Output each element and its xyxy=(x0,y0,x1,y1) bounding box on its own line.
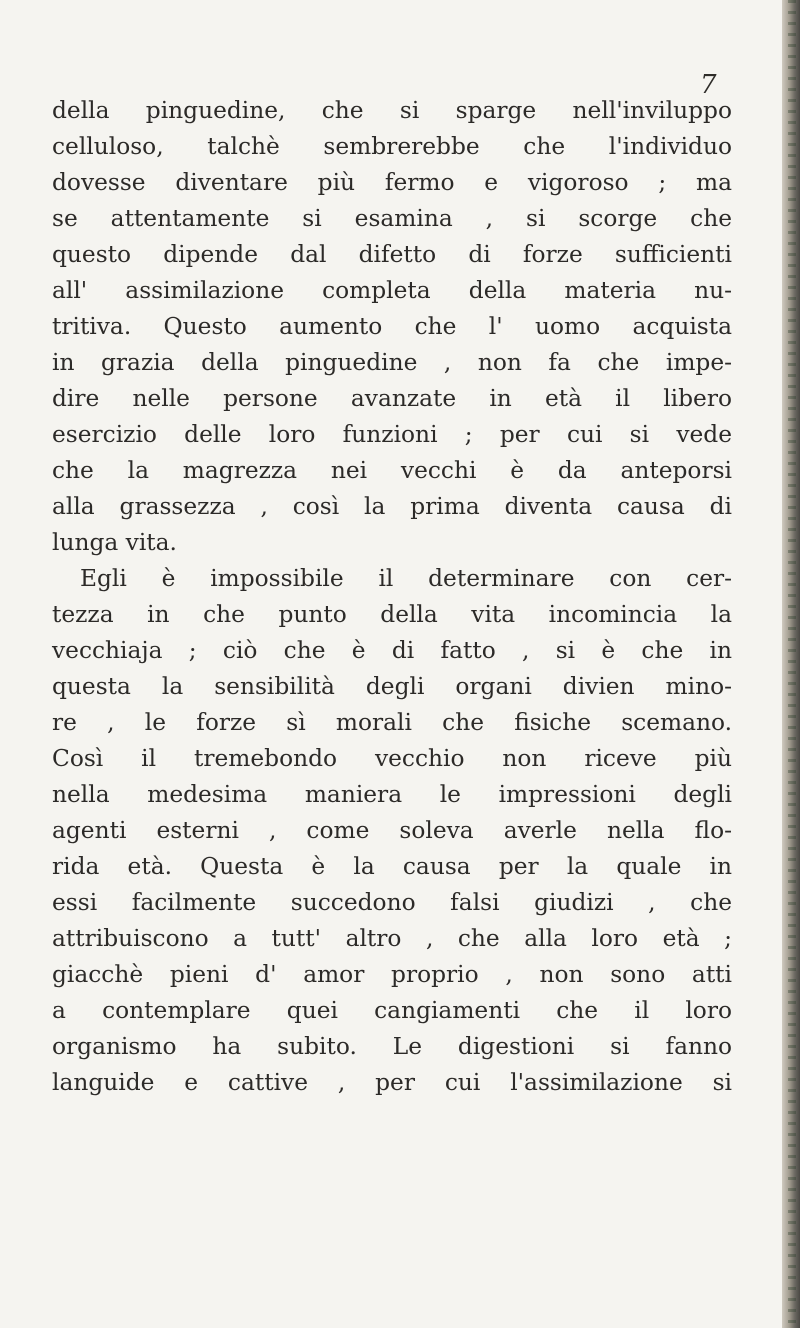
text-line: languide e cattive , per cui l'assimilazione si xyxy=(52,1069,732,1096)
text-line: tritiva. Questo aumento che l' uomo acquista xyxy=(52,313,732,340)
text-line: esercizio delle loro funzioni ; per cui si vede xyxy=(52,421,732,448)
text-line: organismo ha subito. Le digestioni si fanno xyxy=(52,1033,732,1060)
text-line: se attentamente si esamina , si scorge che xyxy=(52,205,732,232)
text-line: Così il tremebondo vecchio non riceve più xyxy=(52,745,732,772)
text-line: essi facilmente succedono falsi giudizi , che xyxy=(52,889,732,916)
text-line: che la magrezza nei vecchi è da anteporsi xyxy=(52,457,732,484)
text-line: celluloso, talchè sembrerebbe che l'individuo xyxy=(52,133,732,160)
text-line: agenti esterni , come soleva averle nella flo- xyxy=(52,817,732,844)
text-line: della pinguedine, che si sparge nell'inviluppo xyxy=(52,97,732,124)
text-line: questa la sensibilità degli organi divien mino- xyxy=(52,673,732,700)
text-line: dovesse diventare più fermo e vigoroso ; ma xyxy=(52,169,732,196)
text-line: rida età. Questa è la causa per la quale in xyxy=(52,853,732,880)
text-line: questo dipende dal difetto di forze sufficienti xyxy=(52,241,732,268)
text-line: in grazia della pinguedine , non fa che impe- xyxy=(52,349,732,376)
text-line: nella medesima maniera le impressioni degli xyxy=(52,781,732,808)
body-text xyxy=(52,93,732,1101)
page-number: 7 xyxy=(700,70,717,100)
binding-stitch-marks xyxy=(788,0,796,1328)
paragraph-start-line: Egli è impossibile il determinare con cer- xyxy=(80,565,732,592)
text-line: attribuiscono a tutt' altro , che alla loro età ; xyxy=(52,925,732,952)
text-line: dire nelle persone avanzate in età il libero xyxy=(52,385,732,412)
text-line: all' assimilazione completa della materia nu- xyxy=(52,277,732,304)
text-line: alla grassezza , così la prima diventa causa di xyxy=(52,493,732,520)
paragraph-end-line: lunga vita. xyxy=(52,529,177,556)
text-line: a contemplare quei cangiamenti che il loro xyxy=(52,997,732,1024)
text-line: giacchè pieni d' amor proprio , non sono atti xyxy=(52,961,732,988)
text-line: vecchiaja ; ciò che è di fatto , si è che in xyxy=(52,637,732,664)
text-line: re , le forze sì morali che fisiche scemano. xyxy=(52,709,732,736)
text-line: tezza in che punto della vita incomincia la xyxy=(52,601,732,628)
